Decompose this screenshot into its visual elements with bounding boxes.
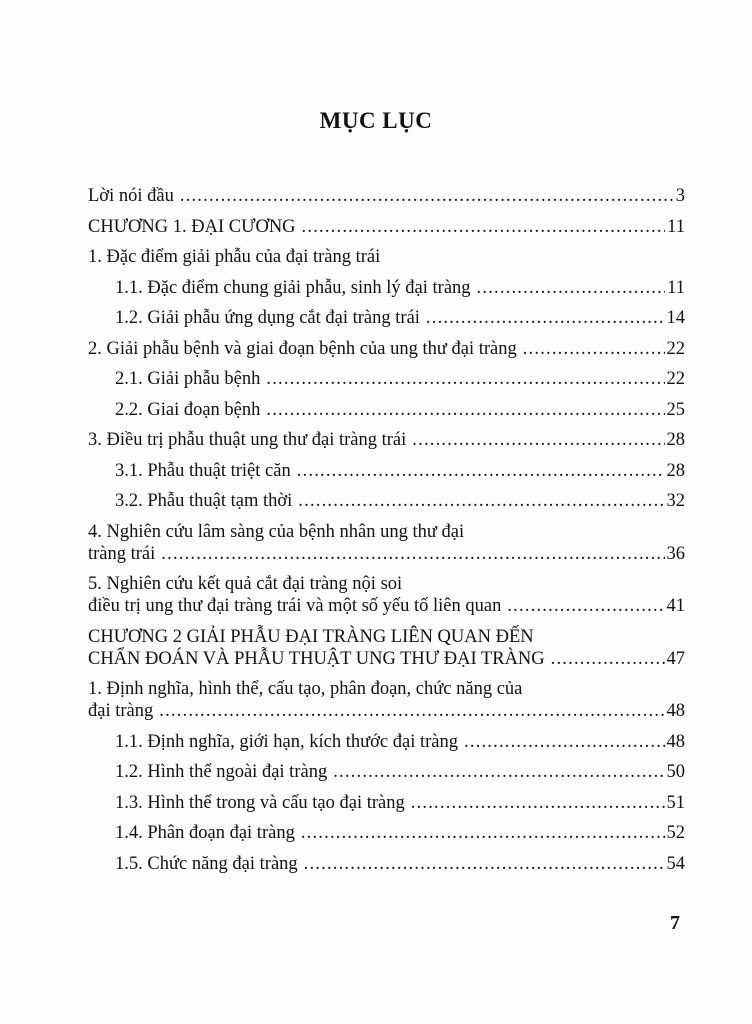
toc-entry[interactable]	[88, 273, 685, 304]
toc-entry-page: 28	[666, 460, 685, 481]
dot-leader	[266, 368, 664, 390]
toc-entry-page: 11	[667, 277, 685, 298]
toc-entry-page: 28	[666, 430, 685, 451]
dot-leader	[180, 185, 674, 207]
toc-entry[interactable]	[88, 849, 685, 880]
dot-leader	[333, 761, 664, 783]
toc-entry[interactable]	[88, 517, 685, 570]
toc-entry-page: 48	[666, 701, 685, 722]
dot-leader	[477, 277, 666, 299]
toc-entry-page: 11	[667, 216, 685, 237]
toc-entry-title: 1.3. Hình thể trong và cấu tạo đại tràng	[115, 792, 405, 813]
dot-leader	[507, 595, 664, 617]
toc-entry[interactable]	[88, 395, 685, 426]
dot-leader	[551, 648, 665, 670]
toc-entry-title: Lời nói đầu	[88, 186, 174, 207]
dot-leader	[159, 700, 664, 722]
dot-leader	[297, 460, 665, 482]
dot-leader	[412, 429, 664, 451]
toc-entry-title: 2. Giải phẫu bệnh và giai đoạn bệnh của ung thư đại tràng	[88, 338, 517, 359]
toc-entry-title: 1.1. Định nghĩa, giới hạn, kích thước đại tràng	[115, 731, 458, 752]
dot-leader	[411, 792, 665, 814]
page-number: 7	[670, 912, 680, 934]
toc-entry[interactable]	[88, 757, 685, 788]
toc-entry-title: 1. Định nghĩa, hình thể, cấu tạo, phân đoạn, chức năng của	[88, 679, 523, 700]
toc-entry-title: 3. Điều trị phẫu thuật ung thư đại tràng trái	[88, 430, 407, 451]
toc-entry-title: 1.1. Đặc điểm chung giải phẫu, sinh lý đại tràng	[115, 277, 471, 298]
toc-entry[interactable]	[88, 364, 685, 395]
dot-leader	[464, 731, 665, 753]
dot-leader	[523, 338, 665, 360]
toc-entry-page: 47	[666, 648, 685, 669]
dot-leader	[302, 216, 666, 238]
toc-entry[interactable]	[88, 674, 685, 727]
toc-entry-page: 52	[666, 823, 685, 844]
toc-entry-page: 32	[666, 491, 685, 512]
toc-entry[interactable]	[88, 242, 685, 273]
toc-entry-title: 1.2. Giải phẫu ứng dụng cắt đại tràng trái	[115, 308, 420, 329]
page-title: MỤC LỤC	[319, 108, 433, 133]
toc-entry[interactable]	[88, 622, 685, 675]
toc-entry-title: tràng trái	[88, 543, 156, 564]
toc-entry-page: 14	[666, 308, 685, 329]
dot-leader	[304, 853, 665, 875]
toc-entry-title: 2.2. Giai đoạn bệnh	[115, 399, 261, 420]
table-of-contents	[88, 181, 685, 879]
toc-entry[interactable]	[88, 456, 685, 487]
toc-entry-title: 2.1. Giải phẫu bệnh	[115, 369, 261, 390]
toc-entry[interactable]	[88, 425, 685, 456]
dot-leader	[426, 307, 665, 329]
dot-leader	[161, 543, 664, 565]
toc-entry-title: CHẨN ĐOÁN VÀ PHẪU THUẬT UNG THƯ ĐẠI TRÀNG	[88, 648, 545, 669]
toc-entry-title: điều trị ung thư đại tràng trái và một số yếu tố liên quan	[88, 596, 502, 617]
toc-entry-title: 1. Đặc điểm giải phẫu của đại tràng trái	[88, 247, 381, 268]
toc-entry-title: CHƯƠNG 2 GIẢI PHẪU ĐẠI TRÀNG LIÊN QUAN ĐẾN	[88, 626, 534, 647]
toc-entry-page: 41	[666, 596, 685, 617]
toc-entry-title: 5. Nghiên cứu kết quả cắt đại tràng nội soi	[88, 574, 403, 595]
toc-entry-title: 4. Nghiên cứu lâm sàng của bệnh nhân ung thư đại	[88, 521, 465, 542]
toc-entry-title: 1.5. Chức năng đại tràng	[115, 853, 298, 874]
toc-entry[interactable]	[88, 181, 685, 212]
toc-entry-title: 1.4. Phân đoạn đại tràng	[115, 823, 295, 844]
toc-entry[interactable]	[88, 334, 685, 365]
toc-entry[interactable]	[88, 212, 685, 243]
toc-entry[interactable]	[88, 569, 685, 622]
toc-entry-page: 25	[666, 399, 685, 420]
toc-entry-page: 50	[666, 762, 685, 783]
toc-entry[interactable]	[88, 303, 685, 334]
dot-leader	[266, 399, 664, 421]
toc-entry-title: 1.2. Hình thể ngoài đại tràng	[115, 762, 328, 783]
toc-entry-page: 22	[666, 338, 685, 359]
toc-entry-title: 3.2. Phẫu thuật tạm thời	[115, 491, 293, 512]
dot-leader	[298, 490, 664, 512]
toc-entry-page: 3	[675, 186, 685, 207]
toc-entry-title: đại tràng	[88, 701, 154, 722]
toc-entry[interactable]	[88, 486, 685, 517]
toc-entry-page: 48	[666, 731, 685, 752]
toc-entry-page: 36	[666, 543, 685, 564]
toc-entry-page: 22	[666, 369, 685, 390]
toc-entry[interactable]	[88, 788, 685, 819]
toc-entry-page: 51	[666, 792, 685, 813]
toc-entry[interactable]	[88, 727, 685, 758]
dot-leader	[301, 822, 665, 844]
toc-entry-title: 3.1. Phẫu thuật triệt căn	[115, 460, 291, 481]
toc-entry-page: 54	[666, 853, 685, 874]
toc-entry-title: CHƯƠNG 1. ĐẠI CƯƠNG	[88, 216, 296, 237]
toc-entry[interactable]	[88, 818, 685, 849]
